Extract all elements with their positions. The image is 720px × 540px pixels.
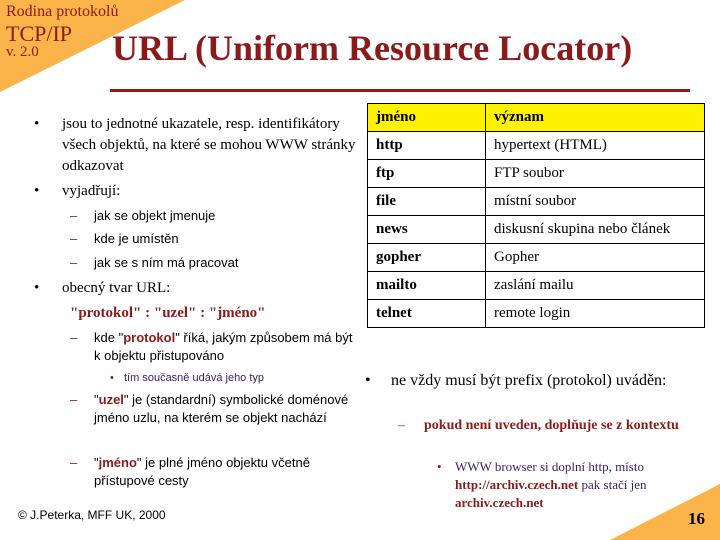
table-cell-meaning: FTP soubor: [486, 160, 705, 188]
browser-text-host: archiv.czech.net: [455, 495, 544, 510]
page-number: 16: [688, 509, 705, 528]
table-cell-protocol: telnet: [368, 300, 486, 328]
dash-icon: –: [70, 255, 78, 270]
sub-item-host-pre: ": [94, 392, 99, 407]
table-cell-meaning: zaslání mailu: [486, 272, 705, 300]
version-label: v. 2.0: [6, 44, 39, 60]
table-header-row: [368, 104, 705, 132]
table-cell-protocol: ftp: [368, 160, 486, 188]
table-row: [368, 160, 705, 188]
bullet-express: [34, 181, 357, 202]
bullet-icon: •: [34, 183, 40, 199]
sub-sub-item-browser: [437, 458, 695, 512]
sub-item-host: [70, 391, 356, 427]
table-row: [368, 188, 705, 216]
dash-icon: –: [70, 392, 78, 407]
table-cell-protocol: gopher: [368, 244, 486, 272]
dash-icon: –: [70, 455, 78, 470]
sub-item-host-post: " je (standardní) symbolické doménové jméno uzlu, na kterém se objekt nachází: [94, 392, 349, 425]
series-label: Rodina protokolů: [6, 3, 119, 20]
sub-item-context: [398, 415, 694, 436]
dash-icon: –: [70, 330, 78, 345]
bullet-prefix-text: ne vždy musí být prefix (protokol) uváděn:: [391, 372, 667, 389]
table-row: [368, 244, 705, 272]
table-row: [368, 132, 705, 160]
table-header-name: jméno: [368, 104, 486, 132]
sub-item: [70, 230, 354, 248]
table-row: [368, 216, 705, 244]
table-row: [368, 300, 705, 328]
sub-item: [70, 207, 354, 225]
sub-item-text: kde je umístěn: [94, 231, 179, 246]
sub-item-protocol-term: protokol: [123, 330, 176, 345]
bullet-express-text: vyjadřují:: [62, 183, 121, 199]
bullet-url-form-text: obecný tvar URL:: [62, 280, 171, 296]
sub-item-context-text: pokud není uveden, doplňuje se z kontextu: [424, 418, 679, 433]
protocol-table: [367, 103, 705, 328]
table-cell-protocol: mailto: [368, 272, 486, 300]
dash-icon: –: [398, 418, 405, 433]
bullet-icon: •: [365, 372, 371, 389]
sub-sub-item-text: tím současně udává jeho typ: [124, 372, 265, 384]
sub-item-protocol-pre: kde ": [94, 330, 124, 345]
table-cell-protocol: file: [368, 188, 486, 216]
sub-item-host-term: uzel: [98, 392, 124, 407]
sub-item: [70, 254, 354, 272]
bullet-definition-text: jsou to jednotné ukazatele, resp. identifikátory všech objektů, na které se mohou WWW stránky odkazovat: [62, 116, 356, 174]
browser-text-pre: WWW browser si doplní http, místo: [455, 459, 644, 474]
bullet-prefix: [365, 370, 691, 391]
bullet-icon: •: [34, 116, 40, 132]
bullet-icon: •: [437, 459, 442, 474]
browser-text-url: http://archiv.czech.net: [455, 477, 579, 492]
sub-item-protocol: [70, 329, 356, 365]
table-cell-meaning: remote login: [486, 300, 705, 328]
sub-sub-item: [110, 371, 354, 386]
table-cell-meaning: diskusní skupina nebo článek: [486, 216, 705, 244]
sub-item-name-pre: ": [94, 455, 99, 470]
sub-item-protocol-post: " říká, jakým způsobem má být k objektu přistupováno: [94, 330, 353, 363]
table-cell-meaning: hypertext (HTML): [486, 132, 705, 160]
bullet-icon: •: [110, 372, 114, 384]
url-form-pattern: "protokol" : "uzel" : "jméno": [70, 305, 266, 321]
table-cell-meaning: Gopher: [486, 244, 705, 272]
copyright-footer: © J.Peterka, MFF UK, 2000: [18, 508, 166, 522]
bullet-icon: •: [34, 280, 40, 296]
sub-item-name-term: jméno: [98, 455, 137, 470]
table-cell-protocol: http: [368, 132, 486, 160]
dash-icon: –: [70, 231, 78, 246]
dash-icon: –: [70, 208, 78, 223]
table-header-meaning: význam: [486, 104, 705, 132]
sub-item-text: jak se objekt jmenuje: [94, 208, 216, 223]
course-label: TCP/IP: [6, 21, 73, 46]
sub-item-name: [70, 454, 356, 490]
table-row: [368, 272, 705, 300]
title-underline: [110, 89, 690, 92]
bullet-url-form: [34, 278, 357, 299]
slide-title: URL (Uniform Resource Locator): [112, 28, 633, 68]
browser-text-mid: pak stačí jen: [581, 477, 647, 492]
sub-item-text: jak se s ním má pracovat: [94, 255, 239, 270]
sub-item-name-post: " je plné jméno objektu včetně přístupové cesty: [94, 455, 310, 488]
table-cell-protocol: news: [368, 216, 486, 244]
table-cell-meaning: místní soubor: [486, 188, 705, 216]
bullet-definition: [34, 114, 357, 177]
